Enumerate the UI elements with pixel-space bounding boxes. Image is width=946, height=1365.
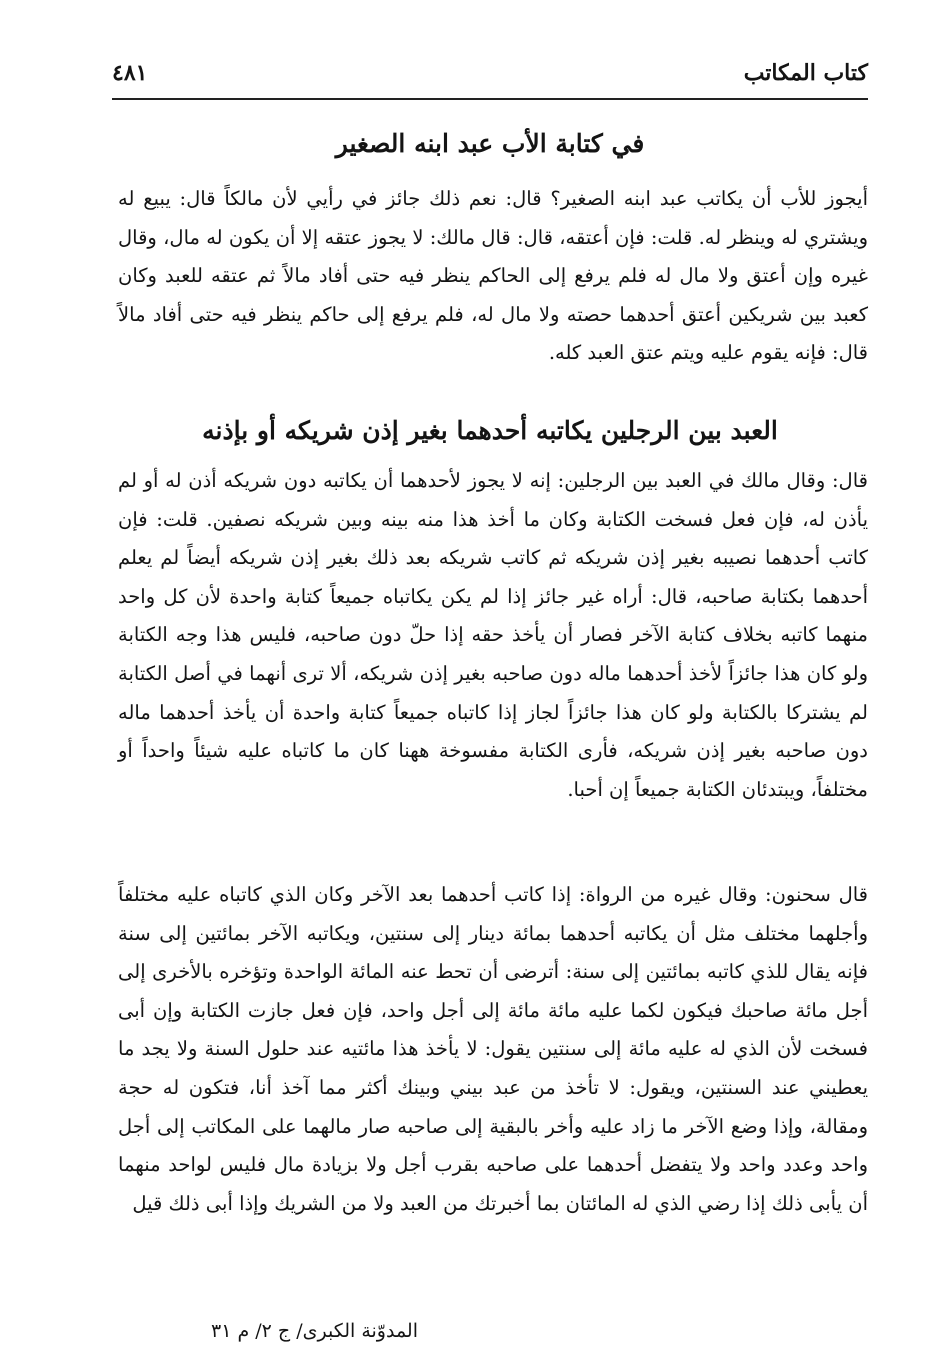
paragraph-3: قال سحنون: وقال غيره من الرواة: إذا كاتب أحدهما بعد الآخر وكان الذي كاتباه عليه مختلفاً وأجلهما مختلف مثل أن يكاتبه أحدهما بمائة دينار إلى سنتين، ويكاتبه الآخر بمائتين إلى سنة فإنه يقال للذي كاتبه بمائتين إلى سنة: أترضى أن تحط عنه المائة الواحدة وتؤخره بالأخرى إلى أجل مائة صاحبك فيكون لكما عليه مائة مائة إلى أجل واحد، فإن فعل جازت الكتابة وإن أبى فسخت لأن الذي له عليه مائة إلى سنتين يقول: لا يأخذ هذا مائتيه عند حلول السنة ولا يجد ما يعطيني عند السنتين، ويقول: لا تأخذ من عبد بيني وبينك أكثر مما آخذ أنا، فتكون له حجة ومقالة، وإذا وضع الآخر ما زاد عليه وأخر بالبقية إلى صاحبه صار مالهما على المكاتب إلى أجل واحد وعدد واحد ولا يتفضل أحدهما على صاحبه بقرب أجل ولا بزيادة مال فليس لواحد منهما أن يأبى ذلك إذا رضي الذي له المائتان بما أخبرتك من العبد ولا من الشريك وإذا أبى ذلك قيل (118, 883, 868, 1215)
section-heading-2: العبد بين الرجلين يكاتبه أحدهما بغير إذن شريكه أو بإذنه (202, 416, 778, 445)
chapter-title: كتاب المكاتب (743, 60, 868, 86)
running-head (112, 56, 868, 96)
paragraph-2: قال: وقال مالك في العبد بين الرجلين: إنه لا يجوز لأحدهما أن يكاتبه دون شريكه أذن له أو لم يأذن له، فإن فعل فسخت الكتابة وكان ما أخذ هذا منه بينه وبين شريكه نصفين. قلت: فإن كاتب أحدهما نصيبه بغير إذن شريكه ثم كاتب شريكه بعد ذلك بغير إذن شريكه أيضاً لم يعلم أحدهما بكتابة صاحبه، قال: أراه غير جائز إذا لم يكن يكاتباه جميعاً كتابة واحدة لأن كل واحد منهما كاتبه بخلاف كتابة الآخر فصار أن يأخذ حقه إذا حلّ دون صاحبه، فليس هذا وجه الكتابة ولو كان هذا جائزاً لأخذ أحدهما ماله دون صاحبه بغير إذن شريكه، ألا ترى أنهما في أصل الكتابة لم يشتركا بالكتابة ولو كان هذا جائزاً لجاز إذا كاتباه جميعاً كتابة واحدة أن يأخذ أحدهما ماله دون صاحبه بغير إذن شريكه، فأرى الكتابة مفسوخة ههنا كان ما كاتباه عليه شيئاً واحداً أو مختلفاً، ويبتدئان الكتابة جميعاً إن أحبا. (118, 469, 868, 801)
page-number: ٤٨١ (112, 60, 148, 86)
footer-signature: المدوّنة الكبرى/ ج ٢/ م ٣١ (211, 1320, 418, 1342)
header-rule (112, 98, 868, 100)
section-heading-1: في كتابة الأب عبد ابنه الصغير (335, 129, 645, 158)
paragraph-1: أيجوز للأب أن يكاتب عبد ابنه الصغير؟ قال: نعم ذلك جائز في رأيي لأن مالكاً قال: يبيع له ويشتري له وينظر له. قلت: فإن أعتقه، قال: قال مالك: لا يجوز عتقه إلا أن يكون له مال، وقال غيره وإن أعتق ولا مال له فلم يرفع إلى الحاكم ينظر فيه حتى أفاد مالاً ثم عتقه للعبد وكان كعبد بين شريكين أعتق أحدهما حصته ولا مال له، فلم يرفع إلى حاكم ينظر فيه حتى أفاد مالاً قال: فإنه يقوم عليه ويتم عتق العبد كله. (118, 187, 868, 365)
